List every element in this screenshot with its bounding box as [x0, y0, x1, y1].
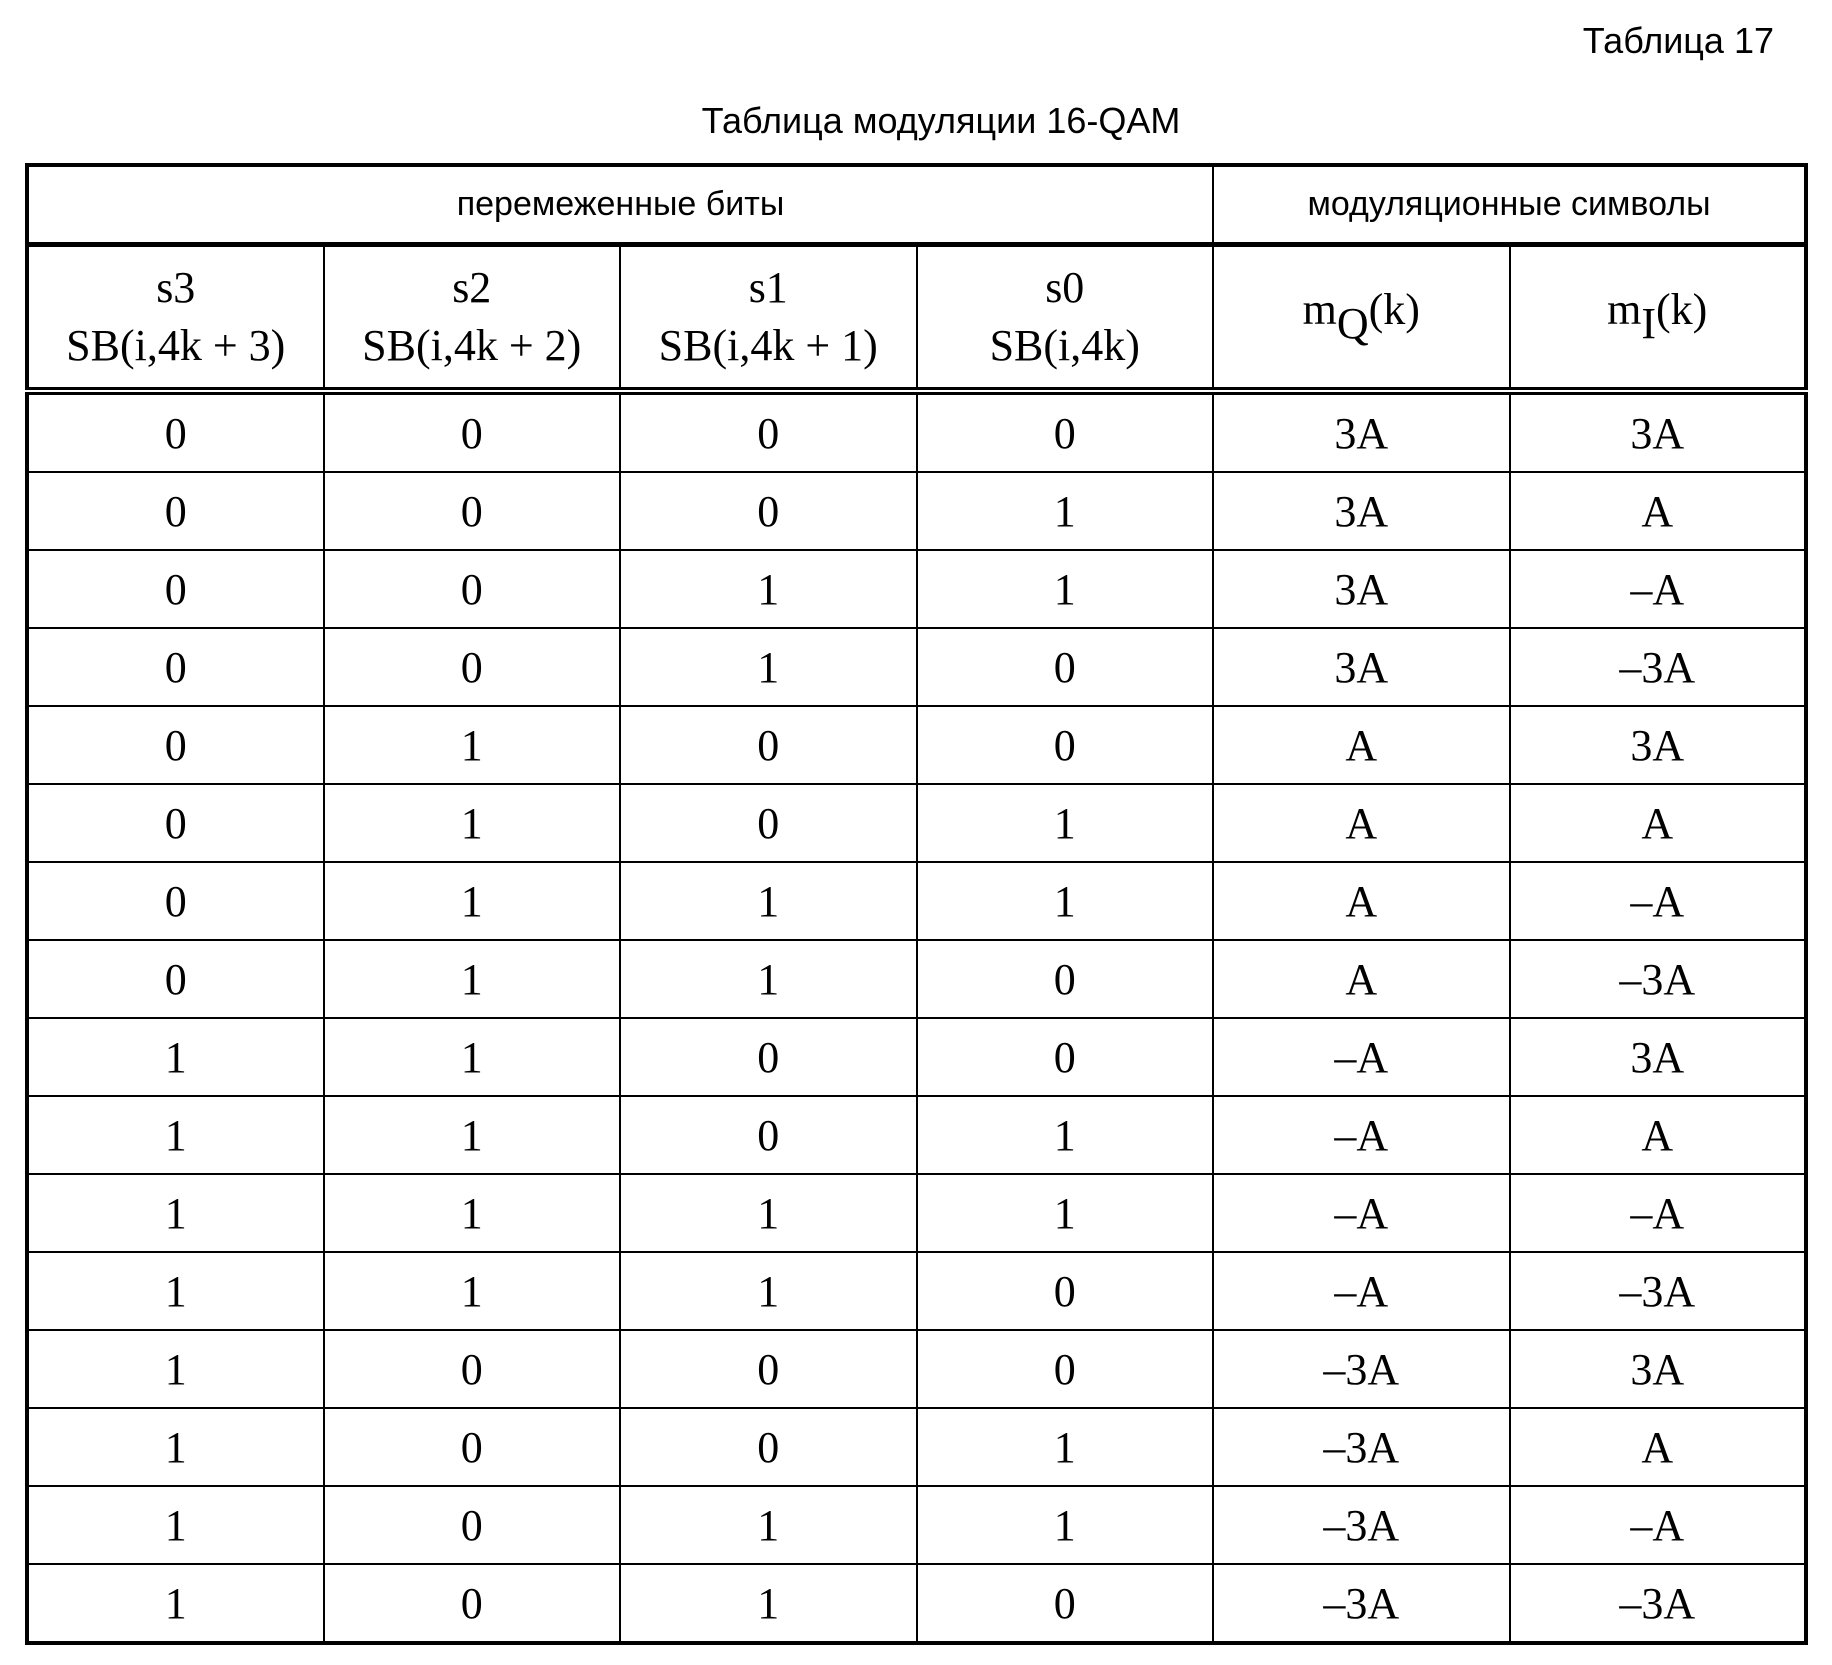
table-cell: 0 — [917, 1330, 1214, 1408]
table-cell: 0 — [27, 391, 324, 472]
table-row — [27, 472, 1806, 550]
table-cell: 1 — [620, 550, 917, 628]
table-cell: 0 — [620, 391, 917, 472]
table-cell: 0 — [324, 1486, 621, 1564]
table-number: Таблица 17 — [1583, 20, 1774, 62]
bit-label: SB(i,4k + 3) — [66, 321, 285, 370]
table-cell: 0 — [324, 550, 621, 628]
table-cell: –A — [1213, 1096, 1510, 1174]
table-cell: 1 — [27, 1096, 324, 1174]
table-cell: 0 — [917, 940, 1214, 1018]
table-cell: A — [1213, 706, 1510, 784]
table-cell: –3A — [1510, 1252, 1807, 1330]
table-row — [27, 1564, 1806, 1643]
table-cell: 1 — [324, 706, 621, 784]
table-cell: 0 — [324, 1408, 621, 1486]
table-cell: 1 — [27, 1174, 324, 1252]
table-cell: 1 — [917, 1408, 1214, 1486]
table-cell: 1 — [27, 1564, 324, 1643]
table-row — [27, 1486, 1806, 1564]
table-cell: 1 — [324, 1252, 621, 1330]
table-row — [27, 1408, 1806, 1486]
table-cell: 0 — [27, 862, 324, 940]
table-cell: –A — [1510, 1174, 1807, 1252]
table-cell: –3A — [1510, 1564, 1807, 1643]
table-cell: 1 — [620, 628, 917, 706]
table-cell: A — [1510, 472, 1807, 550]
table-cell: 3A — [1213, 550, 1510, 628]
table-cell: 0 — [620, 1408, 917, 1486]
bit-symbol: s0 — [1045, 263, 1084, 312]
table-cell: 0 — [620, 1330, 917, 1408]
column-header — [27, 245, 324, 392]
table-cell: 1 — [620, 940, 917, 1018]
table-cell: 1 — [620, 862, 917, 940]
bit-symbol: s2 — [452, 263, 491, 312]
column-header — [917, 245, 1214, 392]
table-cell: A — [1510, 784, 1807, 862]
table-cell: A — [1213, 784, 1510, 862]
table-cell: 1 — [27, 1252, 324, 1330]
bit-label: SB(i,4k) — [990, 321, 1140, 370]
table-cell: 3A — [1510, 706, 1807, 784]
table-row — [27, 1174, 1806, 1252]
table-cell: –3A — [1510, 628, 1807, 706]
column-header — [1510, 245, 1807, 392]
table-cell: –3A — [1213, 1564, 1510, 1643]
group-header-interleaved-bits: перемеженные биты — [27, 165, 1213, 245]
table-cell: 0 — [917, 1018, 1214, 1096]
table-row — [27, 706, 1806, 784]
table-cell: 1 — [917, 784, 1214, 862]
table-cell: 1 — [917, 1096, 1214, 1174]
table-cell: 1 — [620, 1564, 917, 1643]
table-cell: –3A — [1213, 1486, 1510, 1564]
table-cell: 0 — [27, 550, 324, 628]
table-cell: –A — [1510, 1486, 1807, 1564]
table-cell: 1 — [324, 1018, 621, 1096]
column-header — [620, 245, 917, 392]
table-cell: 1 — [917, 1486, 1214, 1564]
table-cell: –A — [1510, 550, 1807, 628]
table-cell: –3A — [1213, 1408, 1510, 1486]
table-cell: 1 — [324, 1096, 621, 1174]
table-row — [27, 940, 1806, 1018]
table-cell: 0 — [324, 1330, 621, 1408]
table-row — [27, 784, 1806, 862]
table-cell: 1 — [917, 862, 1214, 940]
table-cell: 0 — [917, 628, 1214, 706]
table-cell: 0 — [620, 1018, 917, 1096]
table-cell: 0 — [324, 472, 621, 550]
table-cell: 0 — [324, 1564, 621, 1643]
table-cell: 0 — [620, 784, 917, 862]
table-row — [27, 628, 1806, 706]
table-row — [27, 862, 1806, 940]
table-cell: 3A — [1213, 628, 1510, 706]
symbol-base: m — [1607, 285, 1641, 334]
table-cell: 0 — [917, 706, 1214, 784]
table-cell: 0 — [917, 1252, 1214, 1330]
table-row — [27, 550, 1806, 628]
table-row — [27, 1096, 1806, 1174]
table-cell: 1 — [620, 1174, 917, 1252]
table-cell: 3A — [1213, 472, 1510, 550]
table-cell: 3A — [1213, 391, 1510, 472]
table-cell: 0 — [620, 1096, 917, 1174]
table-cell: 0 — [324, 628, 621, 706]
table-cell: 3A — [1510, 1330, 1807, 1408]
symbol-subscript: I — [1641, 299, 1656, 348]
table-cell: 1 — [27, 1408, 324, 1486]
table-row — [27, 391, 1806, 472]
symbol-arg: (k) — [1369, 285, 1420, 334]
table-cell: 0 — [27, 940, 324, 1018]
table-cell: 0 — [917, 1564, 1214, 1643]
symbol-base: m — [1303, 285, 1337, 334]
table-cell: 3A — [1510, 1018, 1807, 1096]
table-cell: A — [1510, 1408, 1807, 1486]
column-header — [324, 245, 621, 392]
table-row — [27, 1018, 1806, 1096]
table-cell: –A — [1213, 1174, 1510, 1252]
table-cell: A — [1213, 862, 1510, 940]
bit-symbol: s3 — [156, 263, 195, 312]
table-cell: –A — [1213, 1018, 1510, 1096]
table-cell: 1 — [917, 472, 1214, 550]
table-cell: 1 — [917, 1174, 1214, 1252]
table-cell: 1 — [27, 1018, 324, 1096]
bit-label: SB(i,4k + 1) — [659, 321, 878, 370]
table-cell: 0 — [27, 472, 324, 550]
table-cell: 1 — [324, 940, 621, 1018]
table-cell: 0 — [620, 472, 917, 550]
symbol-arg: (k) — [1656, 285, 1707, 334]
table-row — [27, 1252, 1806, 1330]
column-header — [1213, 245, 1510, 392]
table-cell: 1 — [324, 1174, 621, 1252]
table-cell: –3A — [1510, 940, 1807, 1018]
table-cell: 0 — [620, 706, 917, 784]
table-cell: 1 — [324, 784, 621, 862]
table-cell: A — [1213, 940, 1510, 1018]
bit-label: SB(i,4k + 2) — [362, 321, 581, 370]
table-cell: –A — [1213, 1252, 1510, 1330]
table-cell: 0 — [27, 628, 324, 706]
table-cell: 3A — [1510, 391, 1807, 472]
table-row — [27, 1330, 1806, 1408]
group-header-modulation-symbols: модуляционные символы — [1213, 165, 1806, 245]
table-cell: 0 — [917, 391, 1214, 472]
table-cell: 1 — [917, 550, 1214, 628]
table-cell: A — [1510, 1096, 1807, 1174]
table-cell: 0 — [27, 784, 324, 862]
table-title: Таблица модуляции 16-QAM — [0, 100, 1832, 142]
modulation-table — [25, 163, 1808, 1645]
table-cell: 1 — [27, 1486, 324, 1564]
table-cell: 1 — [27, 1330, 324, 1408]
table-cell: 1 — [324, 862, 621, 940]
table-cell: 0 — [27, 706, 324, 784]
table-cell: 0 — [324, 391, 621, 472]
table-cell: 1 — [620, 1486, 917, 1564]
bit-symbol: s1 — [749, 263, 788, 312]
symbol-subscript: Q — [1337, 299, 1369, 348]
table-cell: –A — [1510, 862, 1807, 940]
table-cell: 1 — [620, 1252, 917, 1330]
table-cell: –3A — [1213, 1330, 1510, 1408]
